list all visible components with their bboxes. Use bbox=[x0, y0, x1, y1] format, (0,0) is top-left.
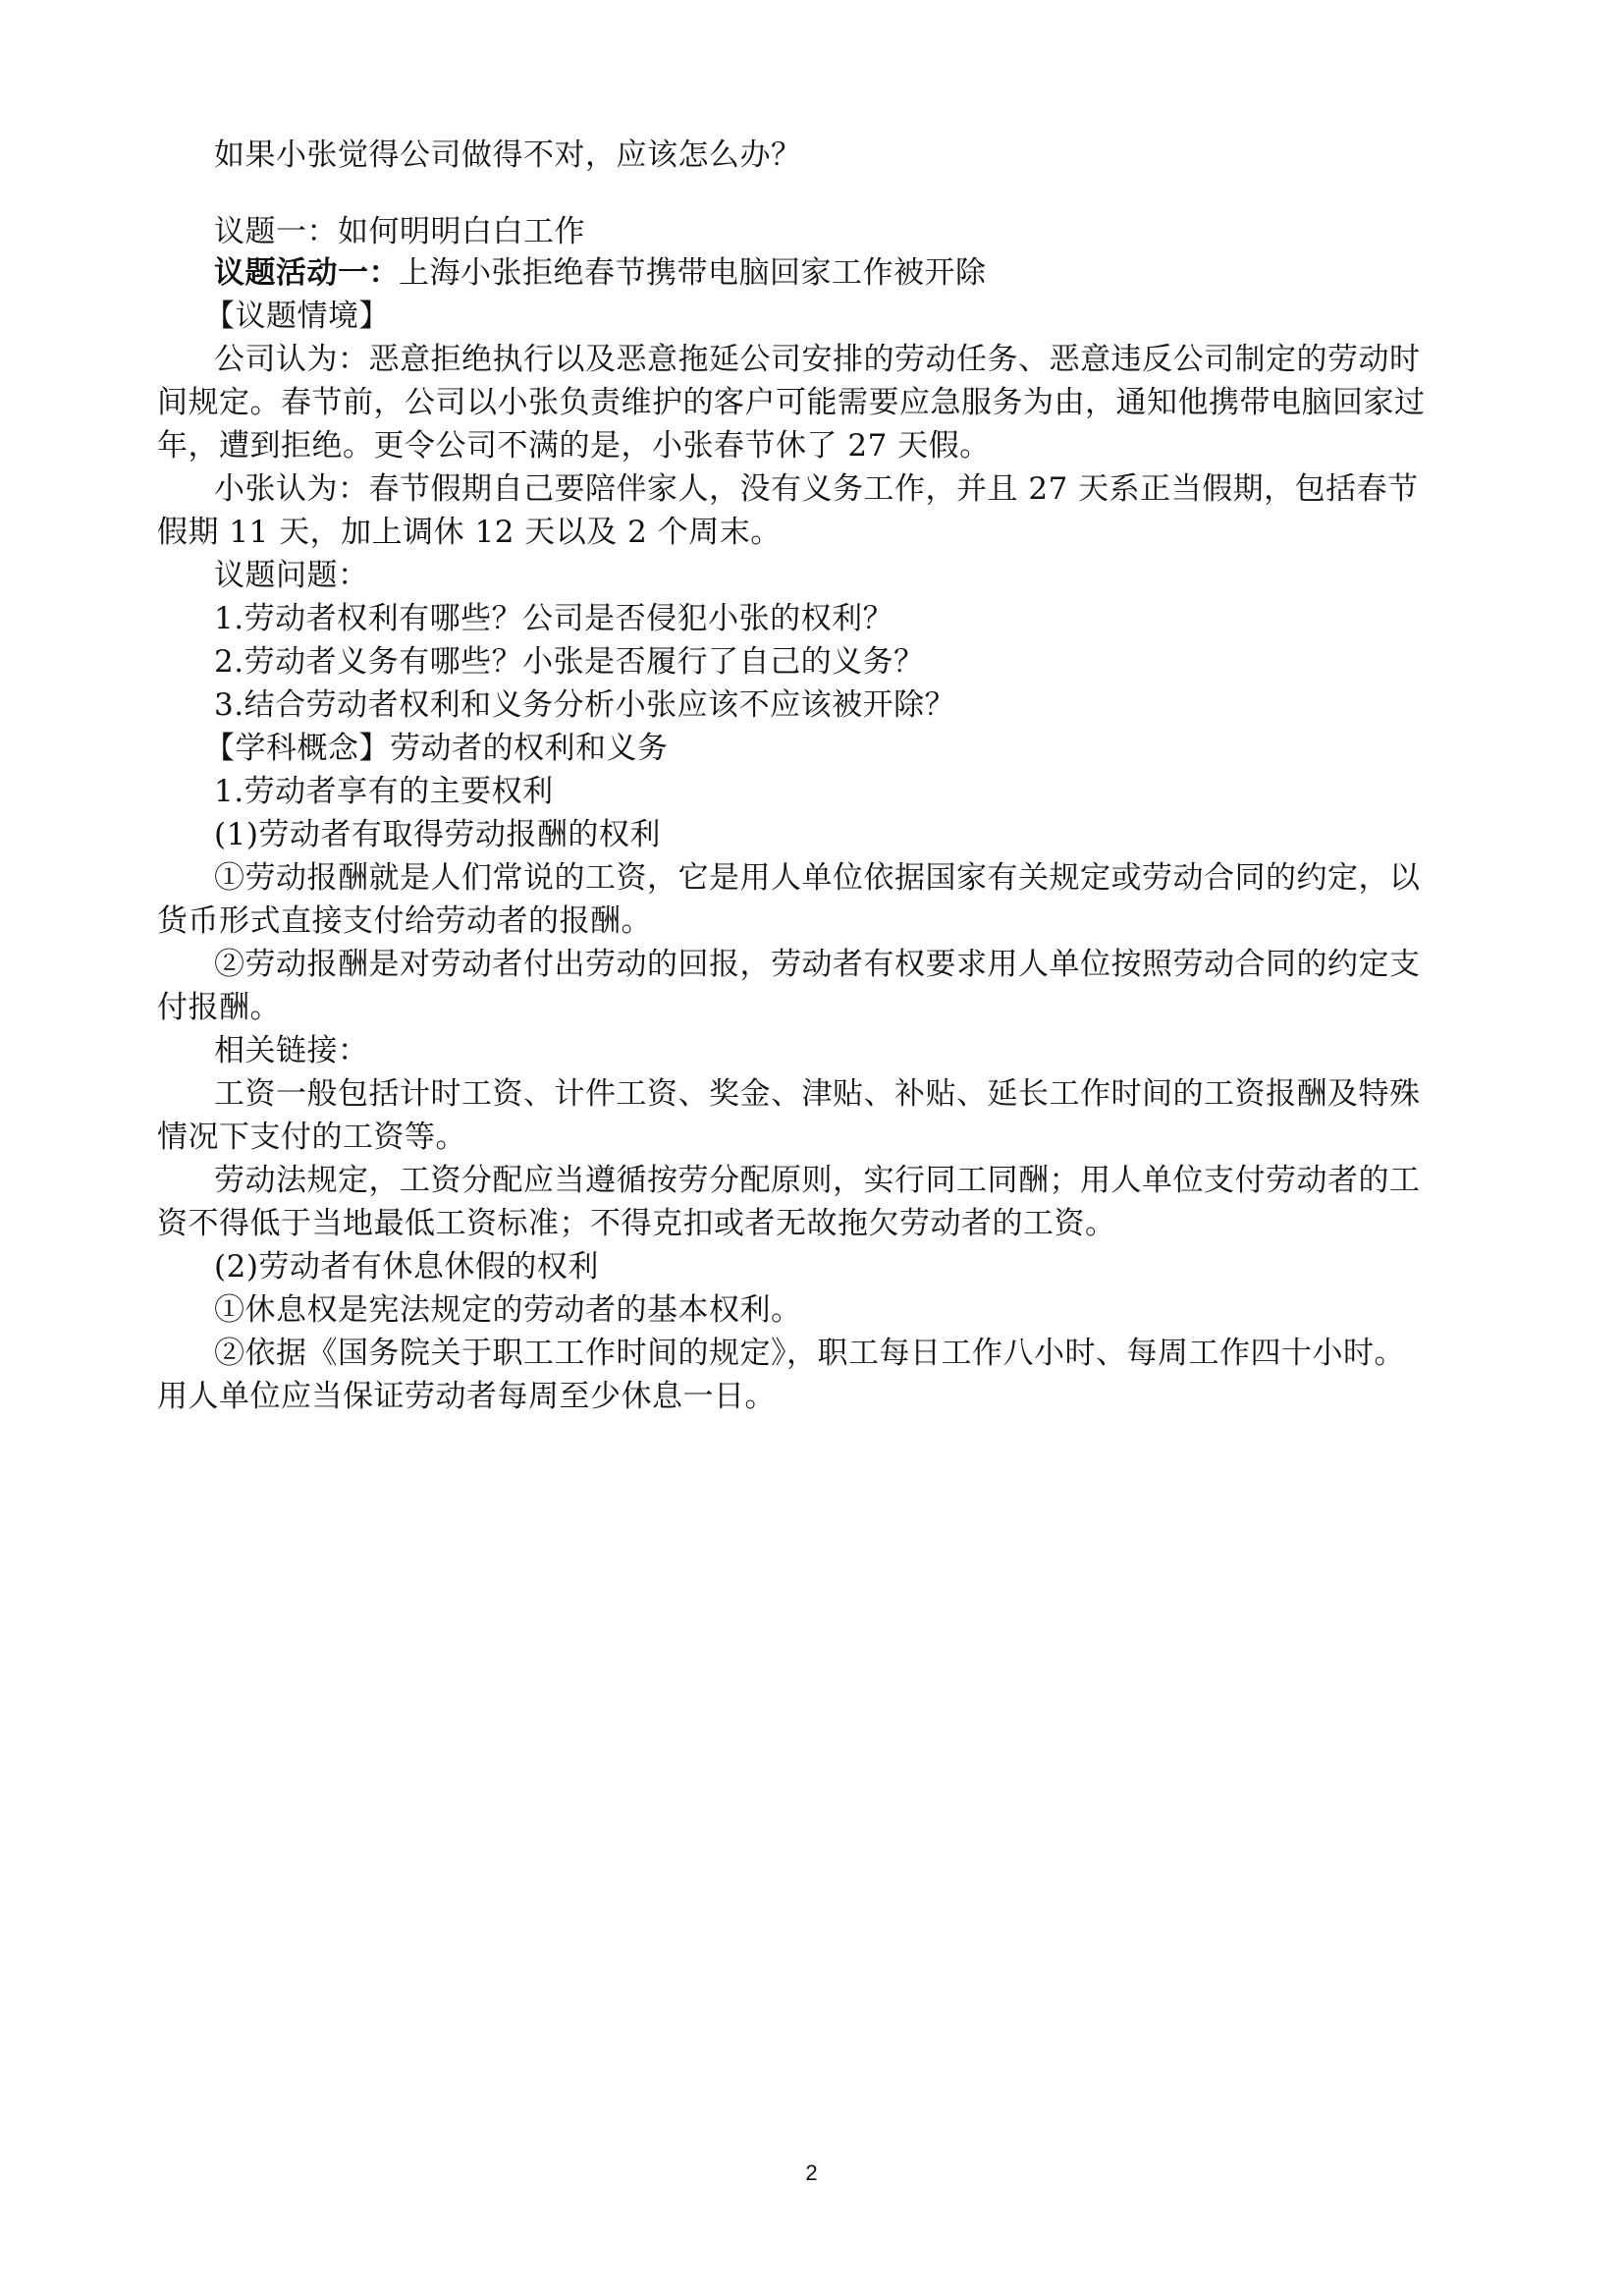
subheading: (1)劳动者有取得劳动报酬的权利 bbox=[214, 817, 661, 852]
section-heading: 【学科概念】劳动者的权利和义务 bbox=[204, 731, 669, 766]
paragraph-line: 付报酬。 bbox=[157, 990, 281, 1025]
paragraph-line: 资不得低于当地最低工资标准；不得克扣或者无故拖欠劳动者的工资。 bbox=[157, 1206, 1116, 1241]
paragraph-line: 间规定。春节前，公司以小张负责维护的客户可能需要应急服务为由，通知他携带电脑回家过 bbox=[157, 385, 1426, 420]
activity-title: 上海小张拒绝春节携带电脑回家工作被开除 bbox=[399, 255, 987, 291]
paragraph-line: 议题问题： bbox=[214, 558, 369, 593]
paragraph-line: 劳动法规定，工资分配应当遵循按劳分配原则，实行同工同酬；用人单位支付劳动者的工 bbox=[214, 1163, 1421, 1198]
section-heading: 【议题情境】 bbox=[204, 299, 390, 334]
page-number: 2 bbox=[805, 2160, 818, 2185]
paragraph-line: ②劳动报酬是对劳动者付出劳动的回报，劳动者有权要求用人单位按照劳动合同的约定支 bbox=[214, 947, 1421, 982]
question-item: 2.劳动者义务有哪些？小张是否履行了自己的义务？ bbox=[214, 644, 925, 680]
paragraph-line: ①劳动报酬就是人们常说的工资，它是用人单位依据国家有关规定或劳动合同的约定，以 bbox=[214, 860, 1421, 896]
paragraph-line: 年，遭到拒绝。更令公司不满的是，小张春节休了 27 天假。 bbox=[157, 428, 991, 464]
question-item: 3.结合劳动者权利和义务分析小张应该不应该被开除？ bbox=[214, 687, 956, 723]
paragraph-line: ②依据《国务院关于职工工作时间的规定》，职工每日工作八小时、每周工作四十小时。 bbox=[214, 1336, 1405, 1371]
activity-label: 议题活动一： bbox=[214, 255, 400, 291]
paragraph-line: ①休息权是宪法规定的劳动者的基本权利。 bbox=[214, 1292, 802, 1328]
paragraph-line: 小张认为：春节假期自己要陪伴家人，没有义务工作，并且 27 天系正当假期，包括春节 bbox=[214, 471, 1419, 507]
paragraph-line: 公司认为：恶意拒绝执行以及恶意拖延公司安排的劳动任务、恶意违反公司制定的劳动时 bbox=[214, 342, 1421, 377]
paragraph-line: 假期 11 天，加上调休 12 天以及 2 个周末。 bbox=[157, 515, 782, 550]
paragraph-line: 情况下支付的工资等。 bbox=[157, 1120, 466, 1155]
subheading: (2)劳动者有休息休假的权利 bbox=[214, 1249, 599, 1285]
related-link-label: 相关链接： bbox=[214, 1033, 369, 1068]
question-item: 1.劳动者权利有哪些？公司是否侵犯小张的权利？ bbox=[214, 601, 894, 636]
paragraph-line: 货币形式直接支付给劳动者的报酬。 bbox=[157, 903, 652, 939]
topic-heading: 议题一：如何明明白白工作 bbox=[214, 214, 585, 249]
paragraph-line: 工资一般包括计时工资、计件工资、奖金、津贴、补贴、延长工作时间的工资报酬及特殊 bbox=[214, 1076, 1421, 1112]
paragraph-line: 如果小张觉得公司做得不对，应该怎么办？ bbox=[214, 137, 802, 173]
subheading: 1.劳动者享有的主要权利 bbox=[214, 774, 554, 809]
paragraph-line: 用人单位应当保证劳动者每周至少休息一日。 bbox=[157, 1379, 776, 1414]
